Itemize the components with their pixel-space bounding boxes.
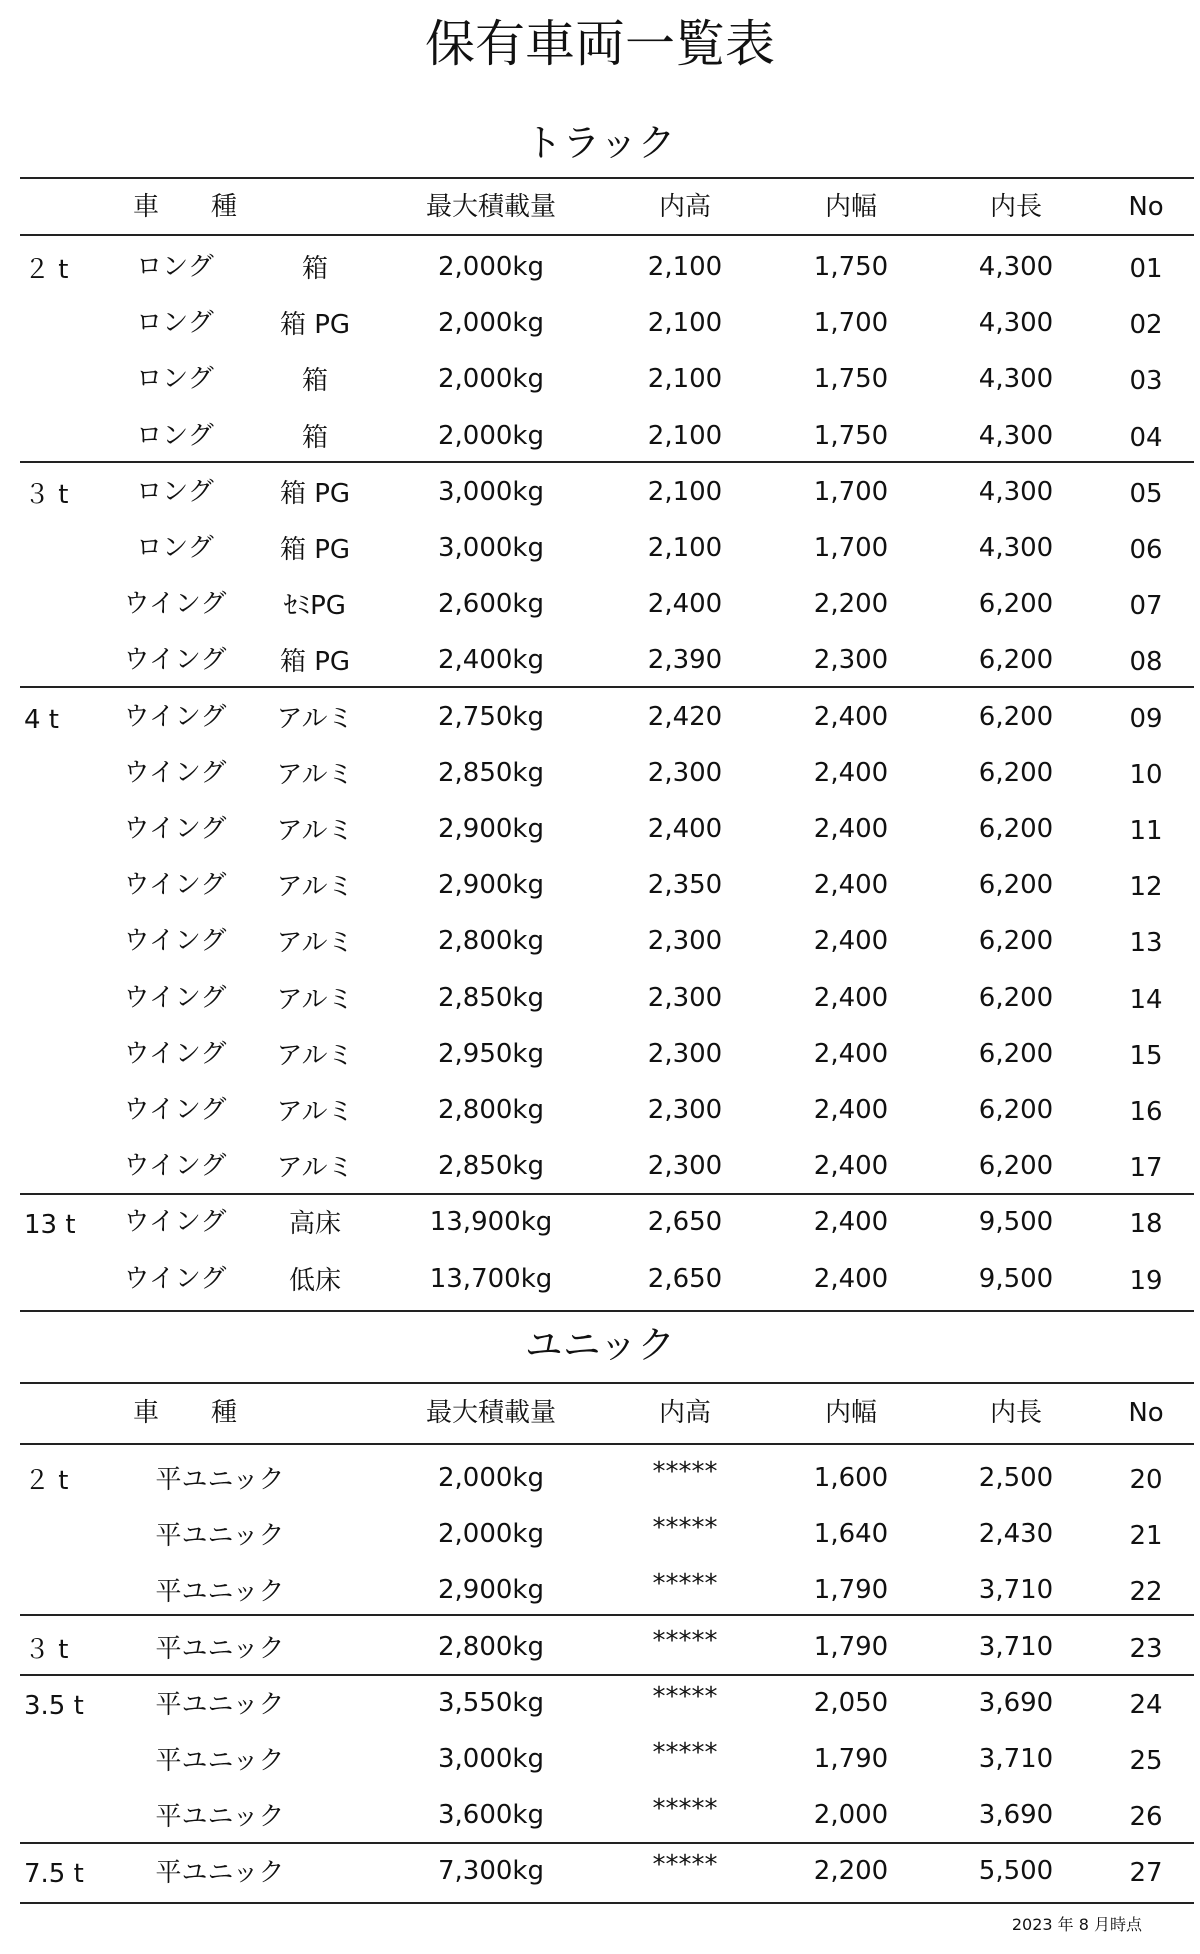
row-vehicle-kind: ロング [136,308,214,339]
row-number: 13 [1129,928,1163,959]
row-inner-length: 6,200 [978,757,1054,788]
row-inner-length: 3,690 [978,1800,1054,1831]
row-inner-length: 3,710 [978,1575,1054,1606]
truck-section-title: トラック [524,121,676,165]
row-inner-width: 2,400 [813,1038,889,1069]
row-inner-height: 2,300 [647,1095,723,1125]
row-inner-height: 2,100 [647,420,723,451]
row-number: 10 [1129,759,1163,790]
row-inner-length: 4,300 [978,533,1054,563]
row-max-capacity: 2,600kg [438,589,544,620]
row-inner-length: 3,690 [978,1687,1054,1718]
row-number: 08 [1129,647,1163,678]
row-vehicle-kind: 平ユニック [155,1858,285,1889]
row-vehicle-kind: ウイング [123,589,227,620]
row-number: 27 [1129,1858,1163,1889]
row-inner-width: 2,400 [813,870,889,901]
row-inner-length: 4,300 [978,420,1054,451]
row-inner-height: 2,300 [647,982,723,1013]
header-inner-height: 内高 [658,192,712,222]
row-inner-height: 2,100 [647,364,723,395]
divider [20,1902,1194,1904]
group-divider [20,461,1194,463]
row-inner-height: ***** [652,1681,718,1712]
row-inner-length: 3,710 [978,1744,1054,1774]
group-divider [20,686,1194,688]
row-body-type: アルミ [276,1153,354,1184]
row-weight-class: ３ t [24,479,69,510]
row-number: 26 [1129,1802,1163,1833]
row-max-capacity: 2,000kg [438,1463,544,1493]
row-inner-width: 1,700 [813,533,889,563]
row-inner-height: 2,300 [647,1151,723,1182]
row-inner-width: 2,400 [813,1151,889,1182]
row-max-capacity: 2,900kg [438,1575,544,1606]
row-body-type: 箱 [301,366,329,397]
row-inner-width: 2,300 [813,645,889,676]
row-weight-class: ２ t [24,1466,69,1496]
row-body-type: 箱 [301,254,329,284]
row-inner-length: 6,200 [978,814,1054,844]
row-inner-height: 2,100 [647,533,723,563]
row-max-capacity: 3,000kg [438,1744,544,1774]
row-inner-length: 4,300 [978,308,1054,339]
header-vehicle-type: 車 種 [132,1398,238,1428]
row-number: 16 [1129,1097,1163,1127]
row-max-capacity: 13,700kg [429,1263,553,1294]
row-body-type: 箱 [301,422,329,453]
row-vehicle-kind: ウイング [123,757,227,788]
row-inner-width: 1,700 [813,308,889,339]
row-vehicle-kind: 平ユニック [155,1746,285,1776]
row-inner-height: ***** [652,1850,718,1881]
row-inner-height: 2,650 [647,1263,723,1294]
row-body-type: アルミ [276,816,354,846]
row-number: 07 [1129,591,1163,622]
row-inner-width: 1,600 [813,1463,889,1493]
row-max-capacity: 3,000kg [438,533,544,563]
row-inner-height: 2,300 [647,1038,723,1069]
row-vehicle-kind: ロング [136,252,214,282]
row-max-capacity: 2,000kg [438,364,544,395]
row-max-capacity: 3,000kg [438,476,544,507]
row-max-capacity: 3,550kg [438,1687,544,1718]
header-inner-length: 内長 [989,192,1043,222]
row-max-capacity: 2,750kg [438,701,544,732]
row-max-capacity: 2,800kg [438,1095,544,1125]
row-max-capacity: 2,000kg [438,420,544,451]
row-inner-length: 6,200 [978,1151,1054,1182]
row-number: 17 [1129,1153,1163,1184]
row-inner-width: 1,750 [813,364,889,395]
row-vehicle-kind: 平ユニック [155,1465,285,1495]
group-divider [20,1614,1194,1616]
row-inner-height: 2,300 [647,926,723,957]
header-vehicle-type: 車 種 [132,192,238,222]
row-max-capacity: 2,850kg [438,1151,544,1182]
row-inner-length: 6,200 [978,982,1054,1013]
row-inner-length: 6,200 [978,926,1054,957]
row-inner-width: 1,750 [813,252,889,282]
row-inner-height: 2,100 [647,476,723,507]
row-vehicle-kind: 平ユニック [155,1633,285,1664]
row-inner-width: 2,400 [813,1207,889,1238]
row-number: 14 [1129,984,1163,1015]
row-inner-length: 6,200 [978,1038,1054,1069]
header-inner-height: 内高 [658,1398,712,1428]
row-inner-width: 2,400 [813,814,889,844]
row-vehicle-kind: 平ユニック [155,1577,285,1608]
row-body-type: アルミ [276,759,354,790]
row-vehicle-kind: ウイング [123,645,227,676]
row-vehicle-kind: 平ユニック [155,1521,285,1552]
row-inner-width: 1,750 [813,420,889,451]
row-body-type: 箱 PG [279,478,351,509]
row-inner-length: 5,500 [978,1856,1054,1887]
row-inner-height: 2,400 [647,589,723,620]
row-inner-height: ***** [652,1738,718,1768]
row-inner-length: 6,200 [978,645,1054,676]
row-number: 12 [1129,872,1163,903]
row-vehicle-kind: ロング [136,533,214,563]
row-inner-width: 2,400 [813,1263,889,1294]
row-inner-height: ***** [652,1513,718,1544]
row-body-type: アルミ [276,703,354,734]
row-number: 02 [1129,310,1163,341]
row-inner-width: 2,400 [813,701,889,732]
row-weight-class: 13 t [24,1210,76,1241]
row-inner-width: 2,000 [813,1800,889,1831]
row-number: 01 [1129,254,1163,284]
row-inner-width: 2,400 [813,1095,889,1125]
row-weight-class: 4 t [24,704,60,735]
row-inner-height: 2,400 [647,814,723,844]
header-inner-width: 内幅 [824,1398,878,1428]
row-number: 03 [1129,366,1163,397]
group-divider [20,1842,1194,1844]
row-inner-height: 2,300 [647,757,723,788]
row-body-type: 箱 PG [279,535,351,565]
row-inner-length: 4,300 [978,476,1054,507]
row-max-capacity: 13,900kg [429,1207,553,1238]
row-number: 25 [1129,1746,1163,1776]
row-body-type: 高床 [288,1209,342,1240]
row-body-type: アルミ [276,1097,354,1127]
row-inner-width: 1,700 [813,476,889,507]
row-weight-class: ２ t [24,255,69,285]
row-weight-class: 3.5 t [24,1690,84,1721]
row-max-capacity: 2,000kg [438,252,544,282]
row-number: 11 [1129,816,1163,846]
row-vehicle-kind: ウイング [123,1038,227,1069]
row-body-type: ｾﾐPG [284,591,346,622]
row-inner-length: 2,430 [978,1519,1054,1550]
row-number: 19 [1129,1265,1163,1296]
row-inner-width: 2,400 [813,757,889,788]
row-max-capacity: 2,000kg [438,308,544,339]
page-title: 保有車両一覧表 [425,15,775,73]
divider [20,177,1194,179]
row-inner-length: 3,710 [978,1631,1054,1662]
row-max-capacity: 2,850kg [438,982,544,1013]
row-body-type: 箱 PG [279,310,351,341]
row-max-capacity: 2,000kg [438,1519,544,1550]
divider [20,1443,1194,1445]
row-body-type: アルミ [276,872,354,903]
row-inner-height: 2,100 [647,252,723,282]
row-inner-length: 6,200 [978,701,1054,732]
row-number: 09 [1129,703,1163,734]
row-inner-length: 6,200 [978,870,1054,901]
row-inner-length: 6,200 [978,1095,1054,1125]
row-vehicle-kind: ウイング [123,1151,227,1182]
row-body-type: アルミ [276,984,354,1015]
row-number: 18 [1129,1209,1163,1240]
group-divider [20,1674,1194,1676]
row-vehicle-kind: ウイング [123,926,227,957]
row-inner-length: 6,200 [978,589,1054,620]
row-inner-height: ***** [652,1625,718,1656]
row-vehicle-kind: ウイング [123,814,227,844]
row-inner-width: 2,400 [813,926,889,957]
header-inner-width: 内幅 [824,192,878,222]
row-vehicle-kind: ウイング [123,1095,227,1125]
row-number: 23 [1129,1633,1163,1664]
row-max-capacity: 2,400kg [438,645,544,676]
row-inner-width: 2,200 [813,589,889,620]
header-inner-length: 内長 [989,1398,1043,1428]
row-body-type: 低床 [288,1265,342,1296]
row-max-capacity: 2,800kg [438,926,544,957]
row-inner-width: 1,790 [813,1631,889,1662]
group-divider [20,1193,1194,1195]
row-max-capacity: 2,800kg [438,1631,544,1662]
row-max-capacity: 2,900kg [438,814,544,844]
row-inner-height: 2,350 [647,870,723,901]
row-max-capacity: 2,900kg [438,870,544,901]
row-body-type: アルミ [276,1040,354,1071]
divider [20,1310,1194,1312]
row-inner-length: 4,300 [978,252,1054,282]
unic-section-title: ユニック [524,1323,676,1367]
row-inner-height: ***** [652,1794,718,1825]
row-inner-width: 2,400 [813,982,889,1013]
row-inner-width: 2,050 [813,1687,889,1718]
divider [20,1382,1194,1384]
row-number: 04 [1129,422,1163,453]
row-inner-height: 2,650 [647,1207,723,1238]
divider [20,234,1194,236]
row-vehicle-kind: ロング [136,364,214,395]
row-body-type: 箱 PG [279,647,351,678]
row-number: 24 [1129,1689,1163,1720]
row-max-capacity: 7,300kg [438,1856,544,1887]
row-weight-class: 7.5 t [24,1859,84,1890]
row-inner-width: 1,640 [813,1519,889,1550]
row-body-type: アルミ [276,928,354,959]
row-inner-length: 9,500 [978,1207,1054,1238]
row-number: 05 [1129,478,1163,509]
row-inner-length: 4,300 [978,364,1054,395]
row-vehicle-kind: ウイング [123,701,227,732]
row-vehicle-kind: ロング [136,476,214,507]
row-number: 15 [1129,1040,1163,1071]
row-inner-length: 9,500 [978,1263,1054,1294]
header-max-capacity: 最大積載量 [425,192,557,222]
row-inner-width: 1,790 [813,1575,889,1606]
row-inner-height: 2,100 [647,308,723,339]
row-number: 22 [1129,1577,1163,1608]
row-inner-height: ***** [652,1569,718,1600]
row-inner-height: ***** [652,1457,718,1487]
row-vehicle-kind: ウイング [123,982,227,1013]
row-number: 20 [1129,1465,1163,1495]
row-inner-height: 2,390 [647,645,723,676]
row-inner-width: 1,790 [813,1744,889,1774]
header-number: No [1128,1398,1164,1428]
header-max-capacity: 最大積載量 [425,1398,557,1428]
row-vehicle-kind: 平ユニック [155,1802,285,1833]
row-vehicle-kind: ウイング [123,870,227,901]
row-vehicle-kind: ウイング [123,1263,227,1294]
row-max-capacity: 2,850kg [438,757,544,788]
row-inner-width: 2,200 [813,1856,889,1887]
row-number: 21 [1129,1521,1163,1552]
row-max-capacity: 2,950kg [438,1038,544,1069]
row-inner-height: 2,420 [647,701,723,732]
row-vehicle-kind: ウイング [123,1207,227,1238]
row-vehicle-kind: 平ユニック [155,1689,285,1720]
row-max-capacity: 3,600kg [438,1800,544,1831]
row-vehicle-kind: ロング [136,420,214,451]
row-inner-length: 2,500 [978,1463,1054,1493]
as-of-date: 2023 年 8 月時点 [1011,1915,1142,1934]
row-weight-class: ３ t [24,1634,69,1665]
header-number: No [1128,192,1164,222]
row-number: 06 [1129,535,1163,565]
